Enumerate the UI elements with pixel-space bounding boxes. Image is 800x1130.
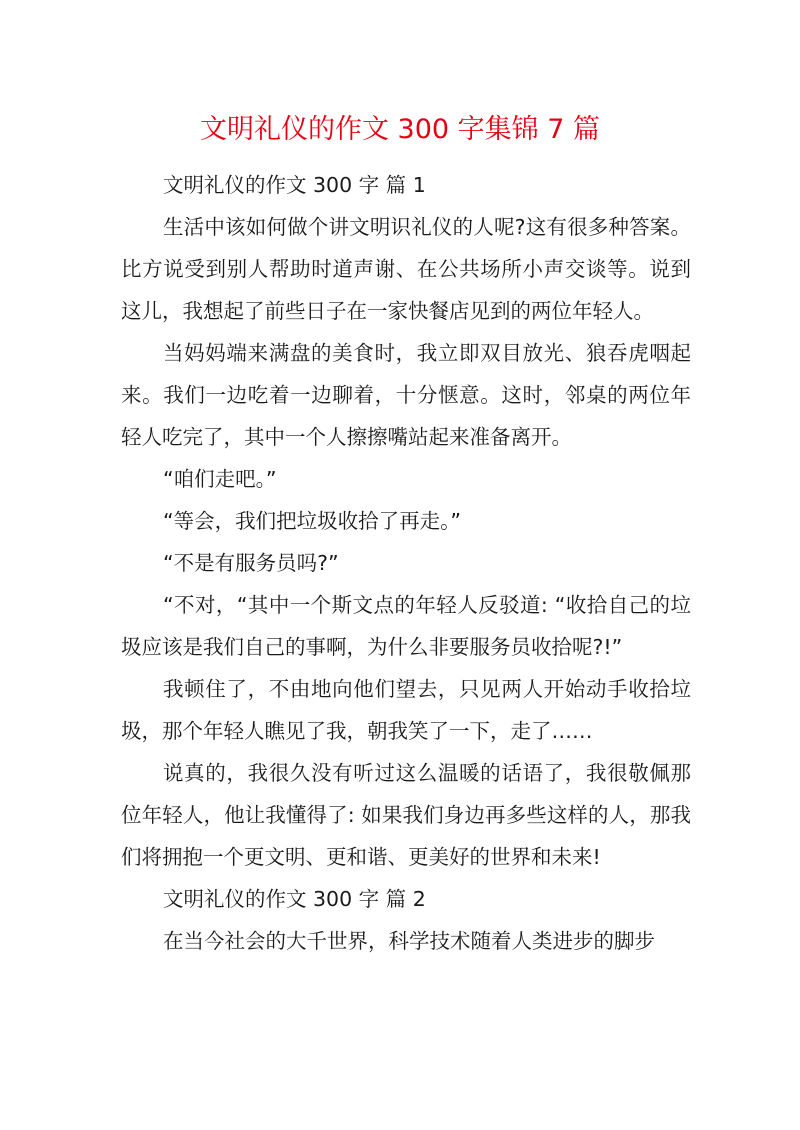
document-body <box>121 164 691 962</box>
section-heading: 文明礼仪的作文 300 字 篇 2 <box>163 887 426 911</box>
paragraph: 我顿住了，不由地向他们望去，只见两人开始动手收拾垃圾，那个年轻人瞧见了我，朝我笑了一下，走了…… <box>121 677 691 743</box>
paragraph: 说真的，我很久没有听过这么温暖的话语了，我很敬佩那位年轻人，他让我懂得了: 如果我们身边再多些这样的人，那我们将拥抱一个更文明、更和谐、更美好的世界和未来! <box>121 761 691 869</box>
paragraph: 生活中该如何做个讲文明识礼仪的人呢?这有很多种答案。比方说受到别人帮助时道声谢、在公共场所小声交谈等。说到这儿，我想起了前些日子在一家快餐店见到的两位年轻人。 <box>121 215 691 323</box>
section-heading: 文明礼仪的作文 300 字 篇 1 <box>163 173 426 197</box>
document-title: 文明礼仪的作文 300 字集锦 7 篇 <box>199 114 601 145</box>
paragraph: “不是有服务员吗?” <box>163 551 339 575</box>
paragraph: “咱们走吧。” <box>163 467 277 491</box>
paragraph: “等会，我们把垃圾收拾了再走。” <box>163 509 461 533</box>
paragraph: 当妈妈端来满盘的美食时，我立即双目放光、狼吞虎咽起来。我们一边吃着一边聊着，十分惬意。这时，邻桌的两位年轻人吃完了，其中一个人擦擦嘴站起来准备离开。 <box>121 341 691 449</box>
paragraph: “不对，“其中一个斯文点的年轻人反驳道: “收拾自己的垃圾应该是我们自己的事啊，为什么非要服务员收拾呢?!” <box>121 593 691 659</box>
paragraph: 在当今社会的大千世界，科学技术随着人类进步的脚步 <box>163 929 655 953</box>
